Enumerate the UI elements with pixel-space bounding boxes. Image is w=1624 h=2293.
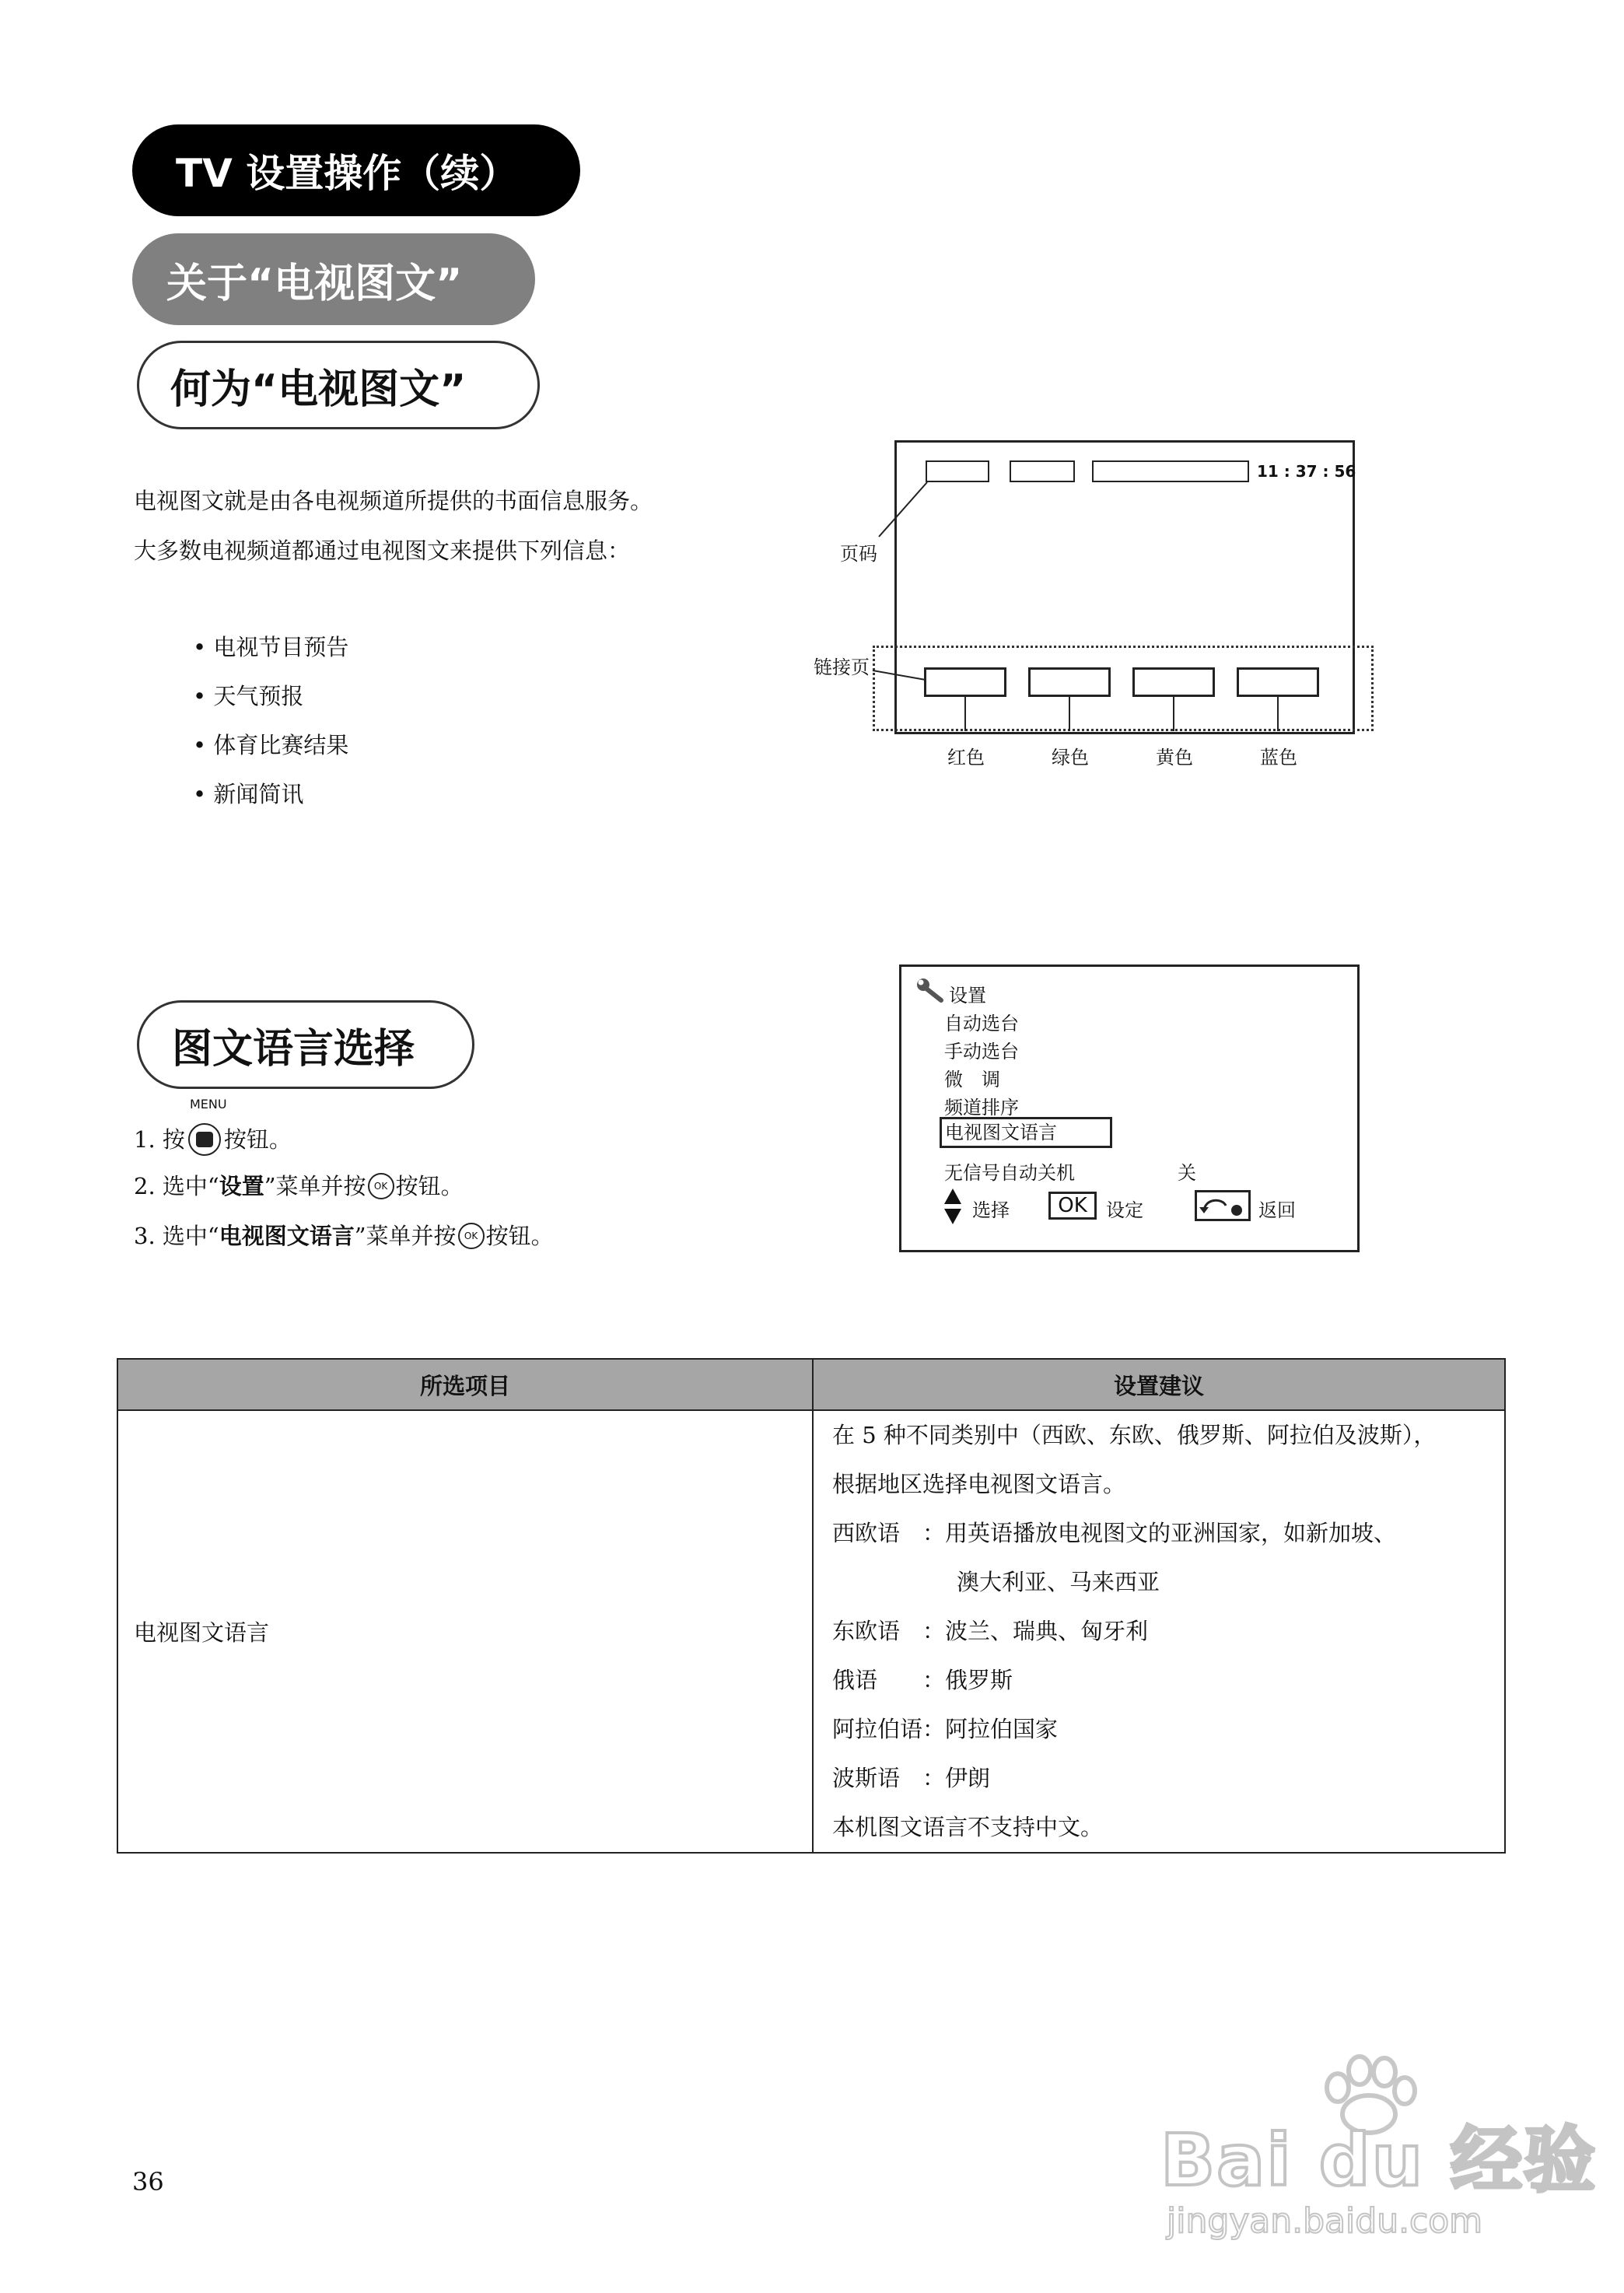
hint-back-label: 返回 bbox=[1258, 1199, 1296, 1221]
key-label-green: 绿色 bbox=[1052, 747, 1089, 768]
step-3-bold: 电视图文语言 bbox=[219, 1223, 355, 1249]
hint-select-label: 选择 bbox=[972, 1199, 1010, 1221]
step-3 bbox=[134, 1223, 554, 1249]
menu-item-teletext-language[interactable]: 电视图文语言 bbox=[940, 1117, 1112, 1148]
bullet-text: 体育比赛结果 bbox=[213, 732, 349, 758]
menu-item-fine-tune[interactable]: 微 调 bbox=[944, 1069, 1000, 1090]
key-connector bbox=[1173, 697, 1174, 731]
step-1 bbox=[134, 1123, 292, 1156]
bullet-item bbox=[193, 733, 348, 758]
menu-item-channel-sort[interactable]: 频道排序 bbox=[944, 1097, 1019, 1118]
intro-line-1: 电视图文就是由各电视频道所提供的书面信息服务。 bbox=[134, 488, 653, 514]
hint-set-label: 设定 bbox=[1106, 1199, 1143, 1221]
auto-off-value: 关 bbox=[1178, 1162, 1196, 1184]
intro-line-2: 大多数电视频道都通过电视图文来提供下列信息： bbox=[134, 537, 631, 564]
column-header-advice: 设置建议 bbox=[813, 1359, 1505, 1410]
red-key-box bbox=[924, 667, 1006, 697]
clock-readout: 11 : 37 : 56 bbox=[1257, 462, 1356, 481]
step-2-bold: 设置 bbox=[219, 1173, 264, 1199]
key-label-red: 红色 bbox=[947, 747, 985, 768]
step-3-prefix: 3. 选中“ bbox=[134, 1223, 219, 1249]
advice-persian: 波斯语 ：伊朗 bbox=[832, 1765, 991, 1791]
bullet-text: 新闻简讯 bbox=[213, 781, 304, 807]
column-header-item: 所选项目 bbox=[117, 1359, 813, 1410]
section-title: 关于“电视图文” bbox=[132, 233, 535, 325]
menu-item-manual-tune[interactable]: 手动选台 bbox=[944, 1041, 1019, 1062]
page-title: TV 设置操作（续） bbox=[132, 124, 580, 216]
ok-button-icon: OK bbox=[458, 1223, 485, 1249]
wrench-icon bbox=[915, 977, 946, 1005]
advice-cell bbox=[813, 1410, 1505, 1853]
title-box bbox=[1092, 460, 1249, 482]
step-3-suffix: ”菜单并按 bbox=[354, 1223, 457, 1249]
bullet-mark: • bbox=[193, 634, 207, 660]
bullet-item bbox=[193, 635, 348, 660]
green-key-box bbox=[1028, 667, 1111, 697]
bullet-mark: • bbox=[193, 781, 207, 807]
advice-russian: 俄语 ：俄罗斯 bbox=[832, 1667, 1013, 1693]
advice-west-european bbox=[832, 1509, 1504, 1558]
step-2-suffix: ”菜单并按 bbox=[264, 1173, 366, 1199]
bullet-mark: • bbox=[193, 683, 207, 709]
item-cell bbox=[117, 1410, 813, 1853]
ok-key-icon: OK bbox=[1048, 1192, 1097, 1220]
page-number-pointer bbox=[871, 467, 949, 544]
settings-table bbox=[117, 1358, 1506, 1854]
yellow-key-box bbox=[1132, 667, 1215, 697]
up-down-arrow-icon bbox=[943, 1187, 963, 1226]
bullet-mark: • bbox=[193, 732, 207, 758]
bullet-item bbox=[193, 782, 303, 807]
blue-key-box bbox=[1237, 667, 1319, 697]
header-box bbox=[1010, 460, 1075, 482]
key-connector bbox=[1277, 697, 1279, 731]
menu-item-auto-tune[interactable]: 自动选台 bbox=[944, 1013, 1019, 1034]
advice-note: 本机图文语言不支持中文。 bbox=[832, 1814, 1104, 1840]
item-teletext-language: 电视图文语言 bbox=[134, 1619, 270, 1646]
step-3-end: 按钮。 bbox=[485, 1223, 554, 1249]
back-key-icon bbox=[1195, 1190, 1251, 1221]
menu-title: 设置 bbox=[949, 985, 986, 1006]
key-connector bbox=[1069, 697, 1070, 731]
key-connector bbox=[964, 697, 966, 731]
menu-button-caption: MENU bbox=[190, 1097, 227, 1111]
key-label-yellow: 黄色 bbox=[1156, 747, 1193, 768]
page-number: 36 bbox=[132, 2167, 164, 2197]
advice-line: 根据地区选择电视图文语言。 bbox=[832, 1471, 1126, 1497]
watermark-url: jingyan.baidu.com bbox=[1167, 2201, 1483, 2241]
step-2-prefix: 2. 选中“ bbox=[134, 1173, 219, 1199]
step-1-prefix: 1. 按 bbox=[134, 1126, 185, 1153]
step-2 bbox=[134, 1173, 464, 1199]
bullet-text: 电视节目预告 bbox=[213, 634, 349, 660]
link-page-label: 链接页 bbox=[814, 656, 870, 678]
west-european-label: 西欧语 ： bbox=[832, 1520, 946, 1546]
step-1-suffix: 按钮。 bbox=[223, 1126, 292, 1153]
watermark-brand: Bai du 经验 bbox=[1160, 2119, 1598, 2202]
subsection-title-what-is-teletext: 何为“电视图文” bbox=[137, 341, 540, 429]
link-page-pointer bbox=[870, 656, 932, 688]
page-number-label: 页码 bbox=[840, 543, 877, 565]
bullet-text: 天气预报 bbox=[213, 683, 304, 709]
bullet-item bbox=[193, 684, 303, 709]
advice-east-european: 东欧语 ：波兰、瑞典、匈牙利 bbox=[832, 1618, 1149, 1644]
advice-line: 在 5 种不同类别中（西欧、东欧、俄罗斯、阿拉伯及波斯）， bbox=[832, 1422, 1437, 1448]
menu-item-no-signal-auto-off[interactable]: 无信号自动关机 bbox=[944, 1162, 1075, 1184]
key-label-blue: 蓝色 bbox=[1260, 747, 1297, 768]
step-2-end: 按钮。 bbox=[395, 1173, 464, 1199]
subsection-title-teletext-language: 图文语言选择 bbox=[137, 1000, 474, 1089]
ok-button-icon: OK bbox=[368, 1173, 394, 1199]
menu-button-icon bbox=[188, 1123, 221, 1156]
advice-arabic: 阿拉伯语：阿拉伯国家 bbox=[832, 1716, 1059, 1742]
west-european-text: 用英语播放电视图文的亚洲国家，如新加坡、 bbox=[945, 1520, 1397, 1546]
advice-line: 澳大利亚、马来西亚 bbox=[957, 1569, 1160, 1595]
